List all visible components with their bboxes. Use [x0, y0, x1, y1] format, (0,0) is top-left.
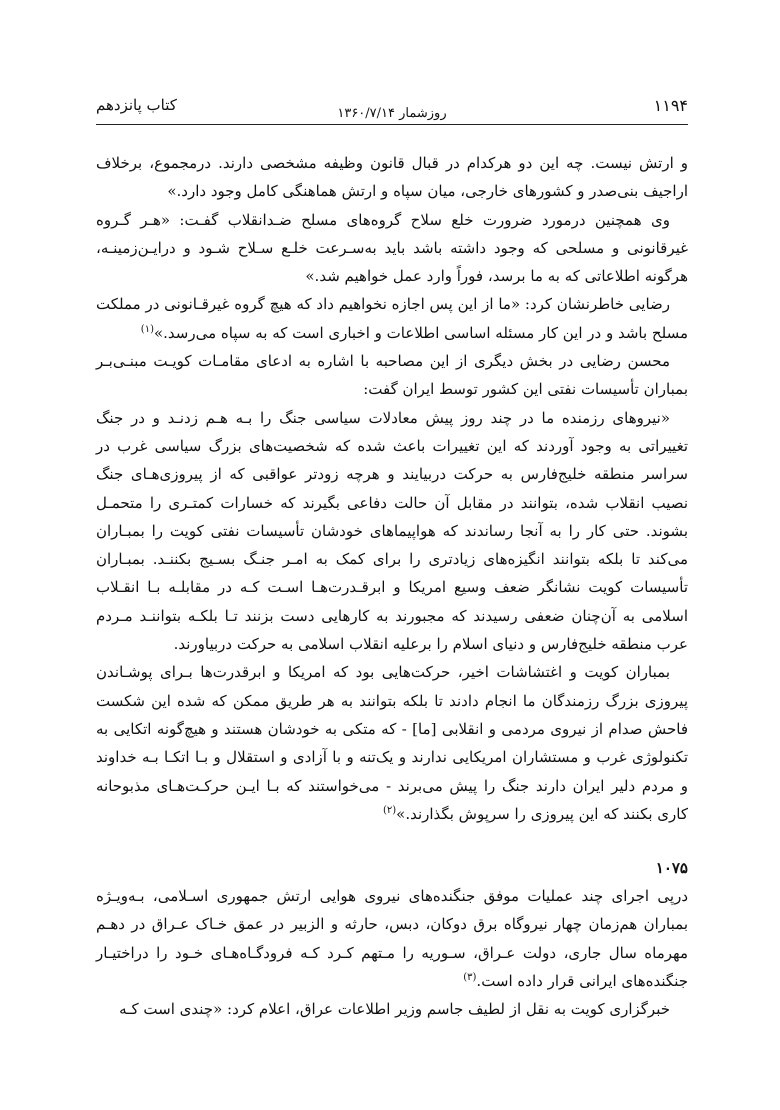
page-number: ۱۱۹۴ — [653, 96, 688, 115]
entry-paragraph: خبرگزاری کویت به نقل از لطیف جاسم وزیر اطلاعات عراق، اعلام کرد: «چندی است کـه — [119, 1000, 670, 1019]
paragraph: وی همچنین درمورد ضرورت خلع سلاح گروه‌های مسلح ضـدانقلاب گفـت: «هـر گـروه غیرقانونی و مسلحی که وجود داشته باشد باید به‌سـرعت خلـع سـلاح شـود و درایـن‌زمینـه، هرگونه اطلاعاتی که به ما برسد، فوراً وارد عمل خواهیم شد.» — [96, 210, 688, 286]
paragraph: محسن رضایی در بخش دیگری از این مصاحبه با اشاره به ادعای مقامـات کویـت مبنـی‌بـر بمباران تأسیسات نفتی این کشور توسط ایران گفت: — [96, 352, 688, 399]
footnote-ref: (۲) — [382, 804, 397, 816]
entry-paragraph: درپی اجرای چند عملیات موفق جنگنده‌های نیروی هوایی ارتش جمهوری اسـلامی، بـه‌ویـژه بمباران هم‌زمان چهار نیروگاه برق دوکان، دبس، حارثه و الزبیر در عمق خـاک عـراق در دهـم مهرماه سال جاری، دولت عـراق، سـوریه را مـتهم کـرد کـه فرودگـاه‌هـای خـود را دراختیـار جنگنده‌های ایرانی قرار داده است.$^{(۳)}$ — [96, 887, 688, 991]
book-page — [96, 92, 688, 1024]
quote-paragraph: «نیروهای رزمنده ما در چند روز پیش معادلات سیاسی جنگ را بـه هـم زدنـد و در جنگ تغییراتی به وجود آوردند که این تغییرات باعث شده که شخصیت‌های بزرگ سیاسی غرب در سراسر منطقه خلیج‌فارس به حرکت دربیایند و هرچه زودتر عواقبی که از پیروزی‌هـای جنگ نصیب انقلاب شده، بتوانند در مقابل آن حالت دفاعی بگیرند که خسارات کمتـری را متحمـل بشوند. حتی کار را به آنجا رساندند که هواپیماهای خودشان تأسیسات نفتی کویت را بمبـاران می‌کند تا بلکه بتوانند انگیزه‌های زیادتری را برای کمک به امـر جنـگ بسـیج بکننـد. بمبـاران تأسیسات کویت نشانگر ضعف وسیع امریکا و ابرقـدرت‌هـا اسـت کـه در مقابلـه بـا انقـلاب اسلامی به آن‌چنان ضعفی رسیدند که مجبورند به کارهایی دست بزنند تـا بلکـه بتواننـد مـردم عرب منطقه خلیج‌فارس و دنیای اسلام را برعلیه انقلاب اسلامی به حرکت دربیاورند. — [96, 408, 688, 654]
footnote-ref: (۱) — [140, 323, 154, 335]
footnote-ref: (۳) — [463, 972, 477, 984]
page-body — [96, 149, 688, 1024]
quote-paragraph: بمباران کویت و اغتشاشات اخیر، حرکت‌هایی بود که امریکا و ابرقدرت‌ها بـرای پوشـاندن پیروزی بزرگ رزمندگان ما انجام دادند تا بلکه بتوانند به هر طریق ممکن که شده این شکست فاحش صدام از نیروی مردمی و انقلابی [ما] - که متکی به خودشان هستند و هیچ‌گونه اتکایی به تکنولوژی غرب و مستشاران امریکایی ندارند و یک‌تنه و با آزادی و استقلال و بـا اتکـا بـه خداوند و مردم دلیر ایران دارند جنگ را پیش می‌برند - می‌خواستند که بـا ایـن حرکـت‌هـای مذبوحانه کاری بکنند که این پیروزی را سرپوش بگذارند.»$^{(۲)}$ — [96, 663, 688, 823]
paragraph: رضایی خاطرنشان کرد: «ما از این پس اجازه نخواهیم داد که هیچ گروه غیرقـانونی در مملکت مسلح باشد و در این کار مسئله اساسی اطلاعات و اخباری است که به سپاه می‌رسد.»$^{(۱)}$ — [96, 295, 688, 342]
diary-date: روزشمار ۱۳۶۰/۷/۱۴ — [337, 106, 447, 121]
page-header — [96, 92, 688, 125]
entry-number: ۱۰۷۵ — [655, 859, 688, 878]
book-title: کتاب پانزدهم — [96, 96, 177, 114]
paragraph: و ارتش نیست. چه این دو هرکدام در قبال قانون وظیفه مشخصی دارند. درمجموع، برخلاف اراجیف بنی‌صدر و کشورهای خارجی، میان سپاه و ارتش هماهنگی کامل وجود دارد.» — [96, 154, 688, 201]
